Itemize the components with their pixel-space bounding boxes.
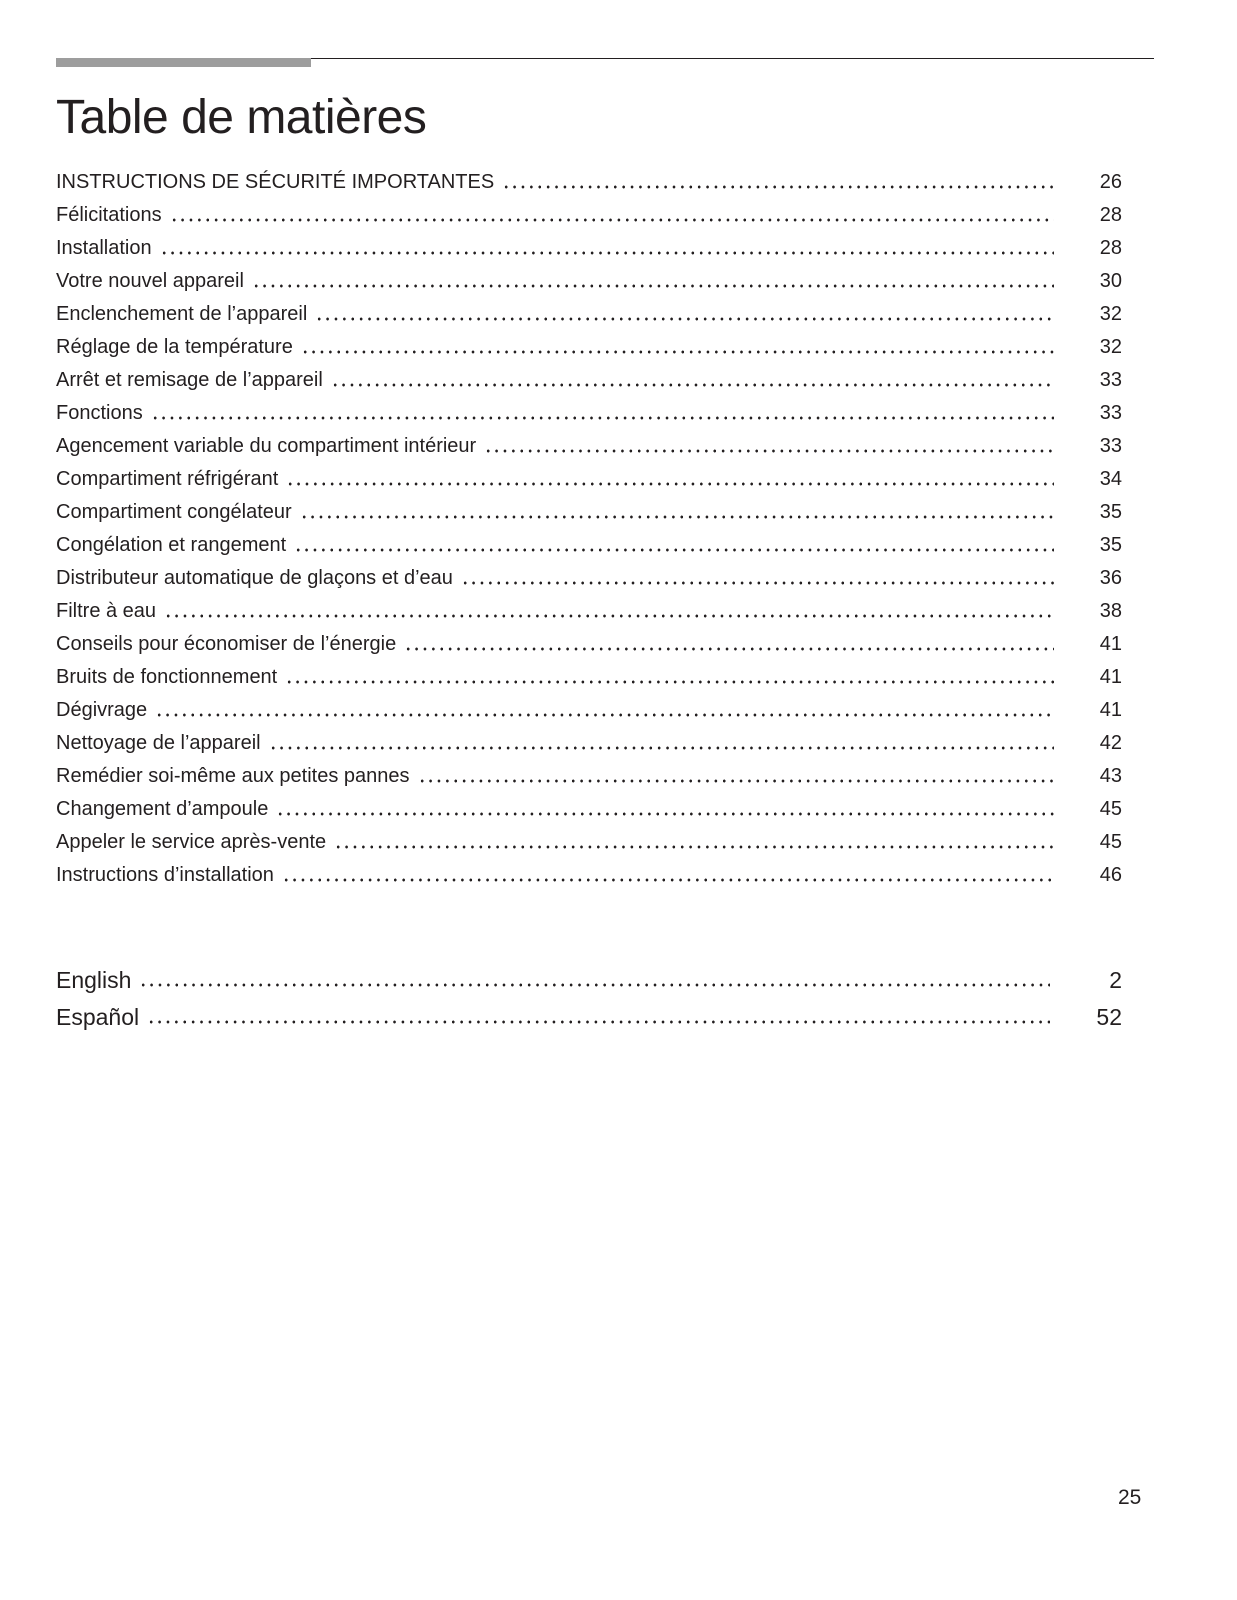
toc-entry[interactable] — [56, 694, 1122, 727]
toc-entry-page: 28 — [1099, 204, 1122, 226]
toc-entry-label: Instructions d’installation — [56, 864, 274, 886]
toc-entry[interactable] — [56, 232, 1122, 265]
toc-entry-label: Changement d’ampoule — [56, 798, 269, 820]
language-entry-label: Español — [56, 1004, 140, 1030]
dot-leader — [286, 482, 1054, 486]
language-entry[interactable] — [56, 962, 1122, 999]
dot-leader — [484, 449, 1054, 453]
toc-entry[interactable] — [56, 727, 1122, 760]
toc-entry-page: 30 — [1099, 270, 1122, 292]
toc-entry[interactable] — [56, 463, 1122, 496]
toc-entry[interactable] — [56, 628, 1122, 661]
dot-leader — [164, 614, 1054, 618]
toc-entry-label: Conseils pour économiser de l’énergie — [56, 633, 397, 655]
dot-leader — [334, 845, 1054, 849]
toc-entry[interactable] — [56, 265, 1122, 298]
toc-entry[interactable] — [56, 397, 1122, 430]
dot-leader — [285, 680, 1054, 684]
toc-entry[interactable] — [56, 430, 1122, 463]
toc-entry-label: Dégivrage — [56, 699, 148, 721]
header-rule-accent — [56, 58, 311, 67]
dot-leader — [160, 251, 1054, 255]
toc-entry-label: Remédier soi-même aux petites pannes — [56, 765, 410, 787]
toc-entry-label: Compartiment congélateur — [56, 501, 292, 523]
toc-entry-label: Agencement variable du compartiment intérieur — [56, 435, 477, 457]
toc-entry[interactable] — [56, 562, 1122, 595]
dot-leader — [269, 746, 1054, 750]
toc-entry[interactable] — [56, 529, 1122, 562]
toc-entry-label: Compartiment réfrigérant — [56, 468, 279, 490]
toc-entry[interactable] — [56, 826, 1122, 859]
toc-entry-page: 35 — [1099, 501, 1122, 523]
toc-entry-label: Bruits de fonctionnement — [56, 666, 278, 688]
toc-entry-label: Installation — [56, 237, 152, 259]
toc-entry-page: 38 — [1099, 600, 1122, 622]
toc-entry-page: 26 — [1099, 171, 1122, 193]
toc-entry[interactable] — [56, 595, 1122, 628]
dot-leader — [331, 383, 1054, 387]
language-entry-page: 2 — [1109, 967, 1122, 993]
page-title: Table de matières — [56, 91, 427, 144]
toc-entry-page: 33 — [1099, 435, 1122, 457]
toc-entry[interactable] — [56, 661, 1122, 694]
toc-entry[interactable] — [56, 166, 1122, 199]
page-number: 25 — [1118, 1486, 1142, 1509]
toc-entry[interactable] — [56, 298, 1122, 331]
toc-entry-label: Appeler le service après-vente — [56, 831, 327, 853]
toc-entry[interactable] — [56, 496, 1122, 529]
dot-leader — [301, 350, 1054, 354]
language-entry-page: 52 — [1096, 1004, 1122, 1030]
dot-leader — [151, 416, 1054, 420]
toc-entry[interactable] — [56, 199, 1122, 232]
toc-entry-label: Arrêt et remisage de l’appareil — [56, 369, 323, 391]
toc-entry-page: 35 — [1099, 534, 1122, 556]
dot-leader — [252, 284, 1054, 288]
toc-entry-label: Filtre à eau — [56, 600, 157, 622]
toc-entry-page: 43 — [1099, 765, 1122, 787]
toc-entry-page: 41 — [1099, 699, 1122, 721]
dot-leader — [282, 878, 1054, 882]
toc-entry-label: Nettoyage de l’appareil — [56, 732, 261, 754]
toc-entry-page: 45 — [1099, 831, 1122, 853]
toc-entry-label: Distributeur automatique de glaçons et d’eau — [56, 567, 453, 589]
toc-entry-label: Congélation et rangement — [56, 534, 287, 556]
toc-entry-page: 41 — [1099, 666, 1122, 688]
toc-entry-page: 41 — [1099, 633, 1122, 655]
toc-entry[interactable] — [56, 760, 1122, 793]
table-of-contents — [56, 166, 1122, 892]
toc-entry-page: 32 — [1099, 336, 1122, 358]
toc-entry-page: 32 — [1099, 303, 1122, 325]
toc-entry-page: 34 — [1099, 468, 1122, 490]
toc-entry-page: 33 — [1099, 369, 1122, 391]
dot-leader — [276, 812, 1054, 816]
toc-entry[interactable] — [56, 793, 1122, 826]
language-entry[interactable] — [56, 999, 1122, 1036]
dot-leader — [147, 1020, 1050, 1024]
dot-leader — [502, 185, 1054, 189]
toc-entry-label: Réglage de la température — [56, 336, 293, 358]
toc-entry-page: 46 — [1099, 864, 1122, 886]
dot-leader — [155, 713, 1054, 717]
dot-leader — [170, 218, 1054, 222]
toc-entry[interactable] — [56, 364, 1122, 397]
dot-leader — [315, 317, 1054, 321]
toc-entry-page: 33 — [1099, 402, 1122, 424]
toc-entry-page: 36 — [1099, 567, 1122, 589]
toc-entry-page: 45 — [1099, 798, 1122, 820]
toc-entry[interactable] — [56, 859, 1122, 892]
toc-entry-label: Fonctions — [56, 402, 143, 424]
dot-leader — [300, 515, 1054, 519]
toc-entry-label: INSTRUCTIONS DE SÉCURITÉ IMPORTANTES — [56, 171, 495, 193]
toc-entry-page: 42 — [1099, 732, 1122, 754]
toc-entry[interactable] — [56, 331, 1122, 364]
dot-leader — [461, 581, 1054, 585]
toc-entry-page: 28 — [1099, 237, 1122, 259]
toc-entry-label: Votre nouvel appareil — [56, 270, 244, 292]
dot-leader — [294, 548, 1054, 552]
toc-entry-label: Enclenchement de l’appareil — [56, 303, 308, 325]
dot-leader — [418, 779, 1054, 783]
toc-entry-label: Félicitations — [56, 204, 162, 226]
dot-leader — [139, 983, 1050, 987]
language-index — [56, 962, 1122, 1036]
dot-leader — [404, 647, 1054, 651]
language-entry-label: English — [56, 967, 132, 993]
